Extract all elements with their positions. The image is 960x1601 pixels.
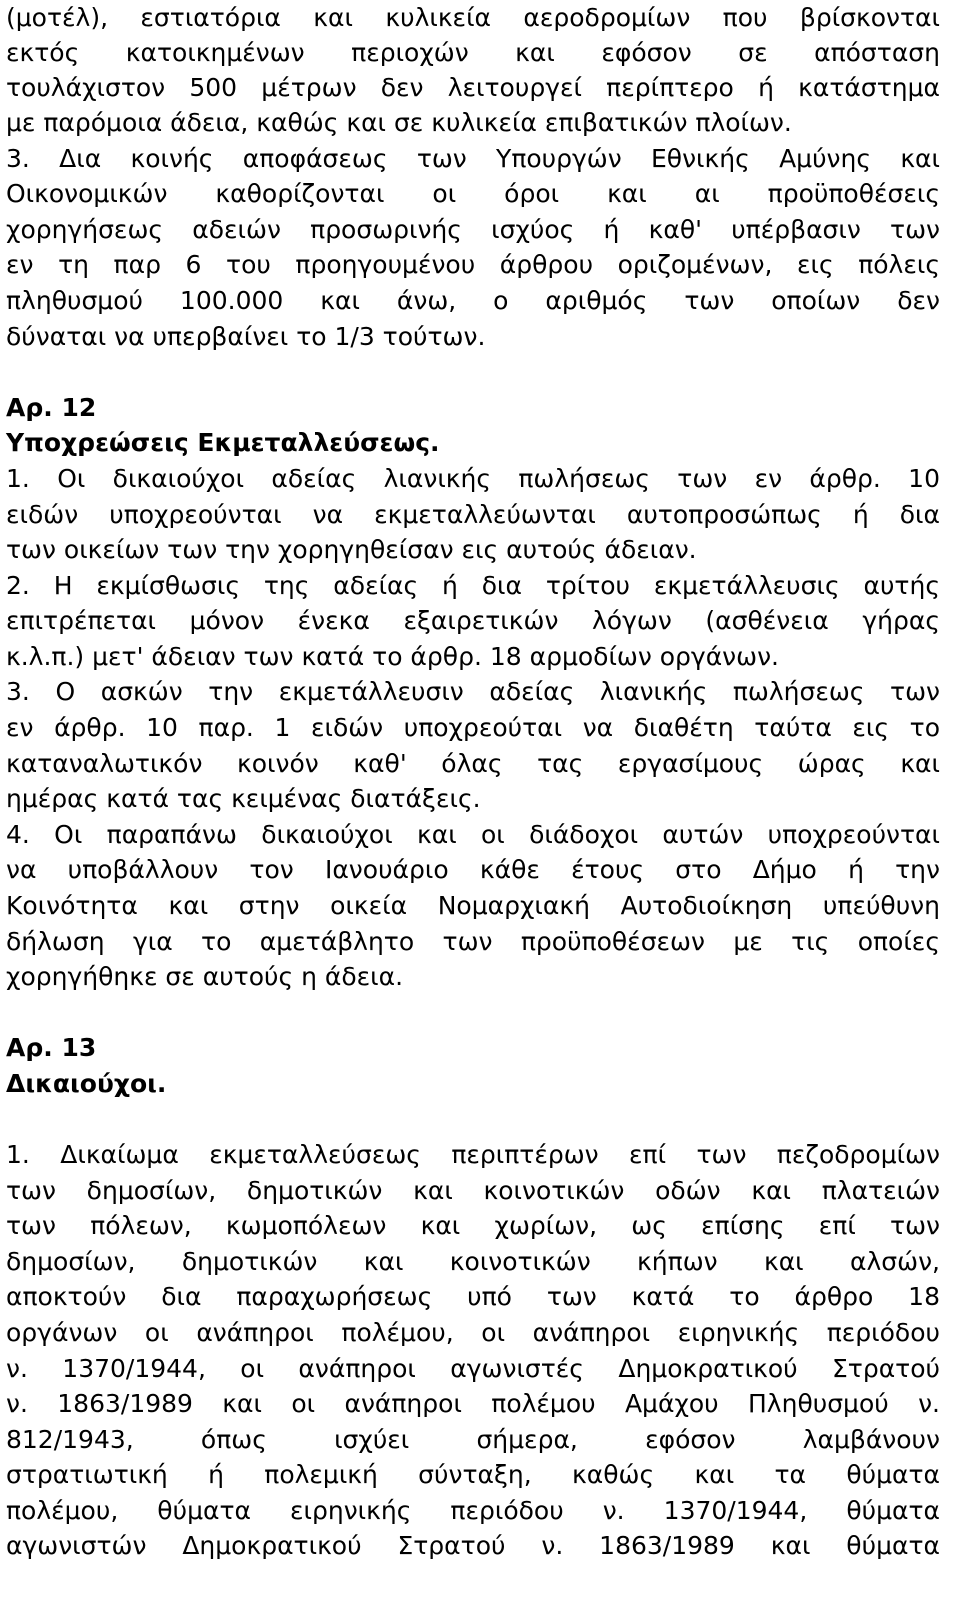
text-line: ν. 1370/1944, οι ανάπηροι αγωνιστές Δημοκρατικού Στρατού (6, 1354, 940, 1383)
text-line: ειδών υποχρεούνται να εκμεταλλεύωνται αυτοπροσώπως ή δια (6, 500, 940, 529)
text-line: καταναλωτικόν κοινόν καθ' όλας τας εργασίμους ώρας και (6, 749, 940, 778)
text-line: 4. Οι παραπάνω δικαιούχοι και οι διάδοχοι αυτών υποχρεούνται (6, 820, 940, 849)
text-line: 2. Η εκμίσθωσις της αδείας ή δια τρίτου εκμετάλλευσις αυτής (6, 571, 940, 600)
article-title-12: Υποχρεώσεις Εκμεταλλεύσεως. (6, 428, 440, 457)
text-line: Οικονομικών καθορίζονται οι όροι και αι προϋποθέσεις (6, 179, 940, 208)
text-line: των δημοσίων, δημοτικών και κοινοτικών οδών και πλατειών (6, 1176, 940, 1205)
text-line: (μοτέλ), εστιατόρια και κυλικεία αεροδρομίων που βρίσκονται (6, 3, 940, 32)
text-line: 1. Δικαίωμα εκμεταλλεύσεως περιπτέρων επί των πεζοδρομίων (6, 1140, 940, 1169)
article-number-12: Αρ. 12 (6, 393, 97, 422)
text-line: δήλωση για το αμετάβλητο των προϋποθέσεων με τις οποίες (6, 927, 940, 956)
text-line: με παρόμοια άδεια, καθώς και σε κυλικεία επιβατικών πλοίων. (6, 108, 792, 137)
text-line: Κοινότητα και στην οικεία Νομαρχιακή Αυτοδιοίκηση υπεύθυνη (6, 891, 940, 920)
text-line: επιτρέπεται μόνον ένεκα εξαιρετικών λόγων (ασθένεια γήρας (6, 606, 940, 635)
text-line: τουλάχιστον 500 μέτρων δεν λειτουργεί περίπτερο ή κατάστημα (6, 73, 940, 102)
text-line: ν. 1863/1989 και οι ανάπηροι πολέμου Αμάχου Πληθυσμού ν. (6, 1389, 940, 1418)
text-line: εν τη παρ 6 του προηγουμένου άρθρου οριζομένων, εις πόλεις (6, 250, 940, 279)
text-line: δημοσίων, δημοτικών και κοινοτικών κήπων και αλσών, (6, 1247, 940, 1276)
text-line: χορηγήσεως αδειών προσωρινής ισχύος ή καθ' υπέρβασιν των (6, 215, 940, 244)
article-title-13: Δικαιούχοι. (6, 1069, 167, 1098)
text-line: να υποβάλλουν τον Ιανουάριο κάθε έτους στο Δήμο ή την (6, 855, 940, 884)
text-line: χορηγήθηκε σε αυτούς η άδεια. (6, 962, 404, 991)
text-line: αποκτούν δια παραχωρήσεως υπό των κατά το άρθρο 18 (6, 1282, 940, 1311)
text-line: στρατιωτική ή πολεμική σύνταξη, καθώς και τα θύματα (6, 1460, 940, 1489)
text-line: πολέμου, θύματα ειρηνικής περιόδου ν. 1370/1944, θύματα (6, 1496, 940, 1525)
text-line: εν άρθρ. 10 παρ. 1 ειδών υποχρεούται να διαθέτη ταύτα εις το (6, 713, 940, 742)
text-line: 3. Ο ασκών την εκμετάλλευσιν αδείας λιανικής πωλήσεως των (6, 677, 940, 706)
text-line: 812/1943, όπως ισχύει σήμερα, εφόσον λαμβάνουν (6, 1425, 940, 1454)
article-number-13: Αρ. 13 (6, 1033, 97, 1062)
text-line: ημέρας κατά τας κειμένας διατάξεις. (6, 784, 481, 813)
text-line: 1. Οι δικαιούχοι αδείας λιανικής πωλήσεως των εν άρθρ. 10 (6, 464, 940, 493)
text-line: των πόλεων, κωμοπόλεων και χωρίων, ως επίσης επί των (6, 1211, 940, 1240)
text-line: των οικείων των την χορηγηθείσαν εις αυτούς άδειαν. (6, 535, 697, 564)
text-line: δύναται να υπερβαίνει το 1/3 τούτων. (6, 322, 486, 351)
text-line: οργάνων οι ανάπηροι πολέμου, οι ανάπηροι ειρηνικής περιόδου (6, 1318, 940, 1347)
text-line: πληθυσμού 100.000 και άνω, ο αριθμός των οποίων δεν (6, 286, 940, 315)
text-line: αγωνιστών Δημοκρατικού Στρατού ν. 1863/1989 και θύματα (6, 1531, 940, 1560)
text-line: εκτός κατοικημένων περιοχών και εφόσον σε απόσταση (6, 38, 940, 67)
text-line: 3. Δια κοινής αποφάσεως των Υπουργών Εθνικής Αμύνης και (6, 144, 940, 173)
text-line: κ.λ.π.) μετ' άδειαν των κατά το άρθρ. 18 αρμοδίων οργάνων. (6, 642, 779, 671)
